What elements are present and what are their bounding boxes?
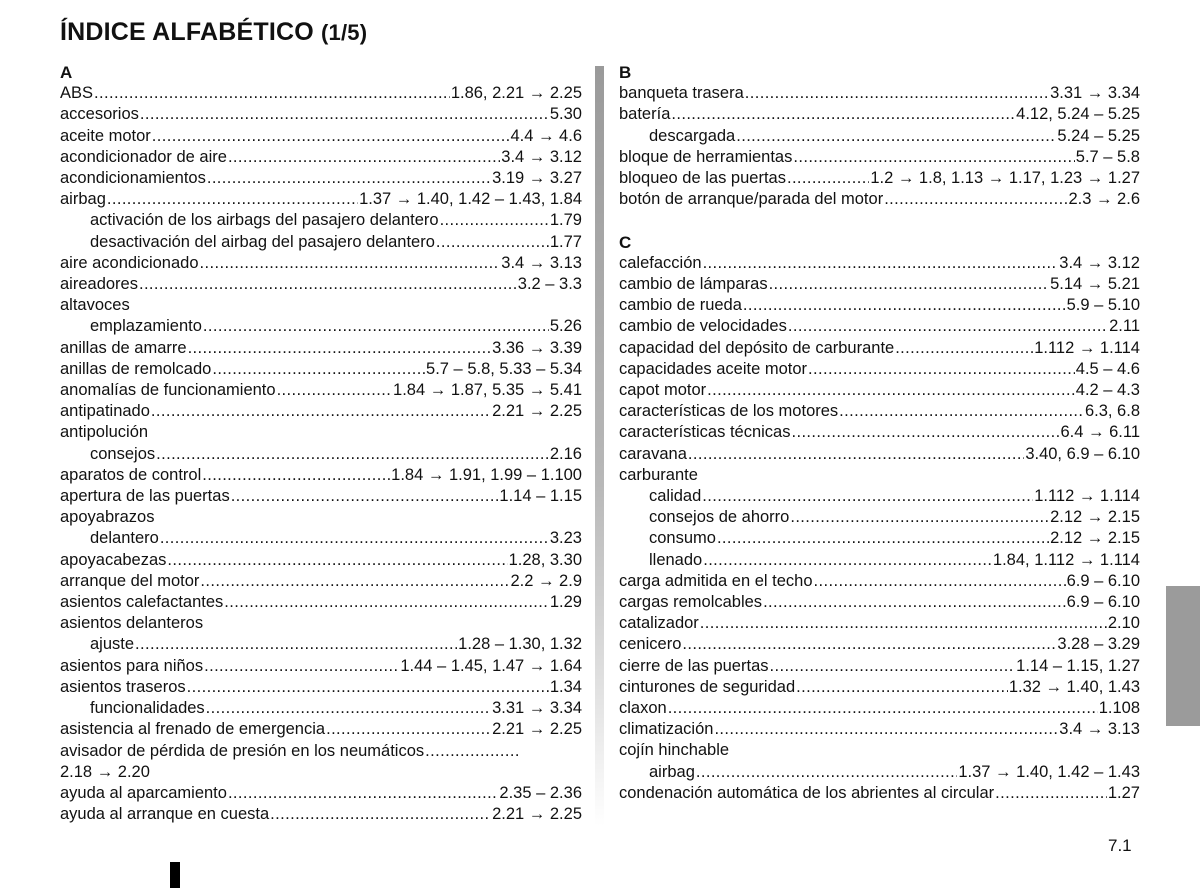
entry-pages-wrapped: 2.18 → 2.20 [60,762,150,781]
dot-leader [769,274,1050,295]
index-entry [619,592,1140,613]
entry-term: descargada [649,126,736,145]
dot-leader [770,656,1016,677]
entry-term: cambio de velocidades [619,317,787,336]
entry-pages: 5.26 [549,317,582,336]
entry-pages: 1.77 [549,232,582,251]
dot-leader [702,486,1033,507]
entry-term: características de los motores [619,402,839,421]
index-subentry [619,528,1140,549]
index-subentry [619,762,1140,783]
entry-pages: 1.112 → 1.114 [1034,338,1140,357]
entry-pages: 4.5 – 4.6 [1075,359,1140,378]
dot-leader [151,401,491,422]
page-number: 7.1 [1108,836,1132,855]
entry-term: cenicero [619,635,682,654]
entry-term: acondicionador de aire [60,147,227,166]
dot-leader [207,168,491,189]
entry-term: carga admitida en el techo [619,571,813,590]
dot-leader [668,698,1098,719]
index-subentry [60,232,582,253]
index-entry [60,783,582,804]
dot-leader [736,126,1056,147]
index-entry [60,274,582,295]
index-entry [619,677,1140,698]
entry-term: aireadores [60,275,138,294]
index-entry [60,253,582,274]
entry-term: catalizador [619,614,699,633]
index-entry [619,422,1140,443]
entry-term: cinturones de seguridad [619,677,796,696]
section-letter-c: C [619,232,632,252]
index-entry [60,401,582,422]
entry-pages: 1.2 → 1.8, 1.13 → 1.17, 1.23 → 1.27 [870,169,1140,188]
entry-term: banqueta trasera [619,84,744,103]
entry-pages: 1.32 → 1.40, 1.43 [1008,677,1140,696]
entry-term: asientos para niños [60,656,204,675]
entry-pages: 6.9 – 6.10 [1066,571,1140,590]
index-subentry [60,316,582,337]
entry-term: aceite motor [60,126,151,145]
dot-leader [700,613,1107,634]
dot-leader [707,380,1075,401]
entry-term: aparatos de control [60,465,202,484]
index-entry [60,147,582,168]
entry-term: consejos [90,444,156,463]
index-subentry [60,444,582,465]
dot-leader [743,295,1066,316]
entry-term: accesorios [60,105,139,124]
entry-term: calefacción [619,253,702,272]
dot-leader [791,422,1059,443]
dot-leader [884,189,1067,210]
entry-pages: 1.44 – 1.45, 1.47 → 1.64 [400,656,582,675]
dot-leader [204,656,399,677]
entry-pages: 1.84 → 1.87, 5.35 → 5.41 [393,381,582,400]
entry-pages: 1.108 [1098,699,1140,718]
dot-leader [228,147,500,168]
entry-term: cambio de lámparas [619,275,768,294]
entry-term: consumo [649,529,716,548]
entry-term: capot motor [619,381,707,400]
entry-term: ABS [60,84,94,103]
entry-term: características técnicas [619,423,791,442]
entry-pages: 1.29 [549,593,582,612]
dot-leader [270,804,491,825]
dot-leader [135,634,457,655]
entry-term: consejos de ahorro [649,508,790,527]
dot-leader [788,316,1108,337]
entry-pages: 1.28, 3.30 [508,550,582,569]
index-entry [619,698,1140,719]
dot-leader [206,698,491,719]
index-entry [619,634,1140,655]
entry-pages: 2.21 → 2.25 [492,402,582,421]
index-entry [619,104,1140,125]
dot-leader [326,719,491,740]
entry-term: calidad [649,487,702,506]
entry-term: apoyacabezas [60,550,167,569]
entry-pages: 2.21 → 2.25 [492,720,582,739]
dot-leader [188,338,492,359]
dot-leader [714,719,1058,740]
dot-leader [717,528,1049,549]
dot-leader [160,528,549,549]
entry-term: asistencia al frenado de emergencia [60,720,326,739]
entry-term: botón de arranque/parada del motor [619,190,884,209]
dot-leader [200,571,509,592]
entry-term: cierre de las puertas [619,656,769,675]
index-entry [619,719,1140,740]
page-title-text: ÍNDICE ALFABÉTICO [60,18,314,46]
dot-leader [671,104,1015,125]
dot-leader [94,83,450,104]
dot-leader [793,147,1074,168]
dot-leader [688,444,1024,465]
index-entry [619,316,1140,337]
index-column-right [619,62,1140,804]
dot-leader [703,550,992,571]
dot-leader [167,550,507,571]
dot-leader [152,126,510,147]
index-subentry [60,528,582,549]
entry-term: climatización [619,720,714,739]
entry-pages: 3.23 [549,529,582,548]
index-heading-entry: cojín hinchable [619,741,730,760]
dot-leader [790,507,1049,528]
entry-pages: 1.37 → 1.40, 1.42 – 1.43 [958,762,1140,781]
entry-term: ajuste [90,635,135,654]
dot-leader [682,634,1056,655]
index-entry [60,359,582,380]
entry-term: acondicionamientos [60,169,206,188]
entry-term: cargas remolcables [619,593,763,612]
entry-pages: 1.14 – 1.15 [499,487,582,506]
dot-leader [224,592,549,613]
index-entry [619,444,1140,465]
entry-pages: 1.37 → 1.40, 1.42 – 1.43, 1.84 [359,190,582,209]
entry-term: desactivación del airbag del pasajero delantero [90,232,435,251]
index-subentry [619,126,1140,147]
entry-pages: 4.2 – 4.3 [1075,381,1140,400]
index-entry [619,189,1140,210]
index-entry [60,486,582,507]
index-subentry [619,550,1140,571]
dot-leader [156,444,549,465]
dot-leader [277,380,392,401]
entry-pages: 3.31 → 3.34 [1050,84,1140,103]
entry-pages: 2.10 [1107,614,1140,633]
dot-leader [436,232,549,253]
index-entry [60,104,582,125]
index-entry [619,783,1140,804]
index-heading-entry: carburante [619,465,698,484]
index-entry [60,656,582,677]
entry-pages: 5.9 – 5.10 [1066,296,1140,315]
entry-term: apertura de las puertas [60,487,230,506]
dot-leader [814,571,1066,592]
entry-term: claxon [619,699,667,718]
index-entry [60,168,582,189]
dot-leader [200,253,501,274]
entry-term: ayuda al aparcamiento [60,783,227,802]
entry-term: ayuda al arranque en cuesta [60,805,270,824]
entry-pages: 5.14 → 5.21 [1050,275,1140,294]
dot-leader [425,741,521,762]
entry-pages: 2.21 → 2.25 [492,805,582,824]
entry-term: condenación automática de los abrientes al circular [619,783,995,802]
index-entry [619,613,1140,634]
entry-pages: 3.31 → 3.34 [492,699,582,718]
entry-term: emplazamiento [90,317,202,336]
index-entry [60,83,582,104]
index-entry [60,189,582,210]
index-entry [60,338,582,359]
dot-leader [202,465,390,486]
dot-leader [212,359,425,380]
entry-pages: 5.7 – 5.8 [1075,147,1140,166]
entry-term: capacidad del depósito de carburante [619,338,895,357]
entry-pages: 1.84, 1.112 → 1.114 [992,550,1140,569]
entry-pages: 3.4 → 3.13 [1059,720,1140,739]
section-gap [619,210,1140,231]
section-letter-b: B [619,63,632,82]
entry-term: anomalías de funcionamiento [60,381,276,400]
entry-pages: 3.40, 6.9 – 6.10 [1025,444,1140,463]
index-entry [60,592,582,613]
entry-pages: 2.12 → 2.15 [1050,529,1140,548]
dot-leader [228,783,498,804]
entry-pages: 1.34 [549,677,582,696]
dot-leader [895,338,1033,359]
index-entry [60,380,582,401]
index-subentry [60,210,582,231]
index-subentry [619,507,1140,528]
column-divider [595,66,604,826]
entry-term: activación de los airbags del pasajero delantero [90,211,439,230]
index-subentry [60,634,582,655]
entry-pages: 4.12, 5.24 – 5.25 [1016,105,1140,124]
dot-leader [140,104,549,125]
dot-leader [763,592,1066,613]
entry-pages: 2.2 → 2.9 [510,571,582,590]
index-heading-entry: asientos delanteros [60,614,204,633]
index-entry [619,401,1140,422]
entry-term: caravana [619,444,687,463]
entry-term: bloqueo de las puertas [619,169,786,188]
index-entry [60,571,582,592]
index-entry [60,550,582,571]
dot-leader [187,677,549,698]
index-entry [619,295,1140,316]
entry-pages: 5.30 [549,105,582,124]
section-letter-a: A [60,63,73,82]
index-entry [60,719,582,740]
entry-pages: 3.4 → 3.13 [501,253,582,272]
entry-pages: 6.3, 6.8 [1084,402,1140,421]
index-entry [619,83,1140,104]
dot-leader [107,189,358,210]
entry-pages: 1.28 – 1.30, 1.32 [458,635,582,654]
index-entry [60,804,582,825]
entry-pages: 2.35 – 2.36 [499,783,582,802]
entry-term: airbag [649,762,695,781]
index-entry [619,168,1140,189]
entry-pages: 3.2 – 3.3 [517,275,582,294]
index-entry [619,359,1140,380]
index-column-left [60,62,582,825]
dot-leader [440,210,549,231]
entry-pages: 3.19 → 3.27 [492,169,582,188]
crop-mark [170,862,180,888]
entry-term: anillas de amarre [60,338,187,357]
entry-term: airbag [60,190,106,209]
index-entry [60,677,582,698]
dot-leader [796,677,1008,698]
dot-leader [703,253,1059,274]
entry-pages: 3.28 – 3.29 [1057,635,1140,654]
entry-pages: 3.36 → 3.39 [492,338,582,357]
entry-pages: 4.4 → 4.6 [510,126,582,145]
entry-term: antipatinado [60,402,150,421]
index-subentry [60,698,582,719]
entry-term: delantero [90,529,159,548]
entry-pages: 3.4 → 3.12 [1059,253,1140,272]
entry-pages: 1.79 [549,211,582,230]
entry-pages: 1.84 → 1.91, 1.99 – 1.100 [391,465,582,484]
index-entry [619,338,1140,359]
entry-term: aire acondicionado [60,253,199,272]
entry-pages: 5.7 – 5.8, 5.33 – 5.34 [426,359,582,378]
entry-term: asientos calefactantes [60,593,224,612]
dot-leader [745,83,1049,104]
entry-pages: 1.14 – 1.15, 1.27 [1016,656,1140,675]
entry-term: capacidades aceite motor [619,359,808,378]
index-heading-entry: apoyabrazos [60,508,155,527]
index-entry [619,656,1140,677]
index-entry [619,274,1140,295]
entry-pages: 2.12 → 2.15 [1050,508,1140,527]
entry-term: arranque del motor [60,571,200,590]
entry-pages: 1.112 → 1.114 [1034,487,1140,506]
index-entry [619,147,1140,168]
dot-leader [839,401,1084,422]
entry-pages: 6.4 → 6.11 [1060,423,1140,442]
entry-pages: 2.16 [549,444,582,463]
entry-term: llenado [649,550,703,569]
entry-term: cambio de rueda [619,296,742,315]
entry-term: batería [619,105,671,124]
dot-leader [203,316,549,337]
page-title-part: (1/5) [321,20,368,45]
entry-term: bloque de herramientas [619,147,793,166]
index-entry [60,741,582,762]
entry-term: avisador de pérdida de presión en los neumáticos [60,741,425,760]
entry-pages: 1.27 [1107,783,1140,802]
index-entry [619,253,1140,274]
section-tab-marker [1166,586,1200,726]
entry-term: asientos traseros [60,677,186,696]
dot-leader [808,359,1075,380]
page-title [60,18,367,47]
index-subentry [619,486,1140,507]
entry-pages: 2.3 → 2.6 [1068,190,1140,209]
entry-pages: 2.11 [1109,317,1140,336]
index-entry [60,126,582,147]
dot-leader [139,274,517,295]
index-heading-entry: altavoces [60,296,130,315]
index-entry [60,465,582,486]
dot-leader [787,168,869,189]
index-entry [619,571,1140,592]
index-heading-entry: antipolución [60,423,149,442]
dot-leader [696,762,957,783]
dot-leader [231,486,499,507]
entry-pages: 5.24 – 5.25 [1057,126,1140,145]
entry-term: anillas de remolcado [60,359,212,378]
entry-pages: 1.86, 2.21 → 2.25 [450,84,582,103]
index-entry [619,380,1140,401]
dot-leader [995,783,1107,804]
entry-term: funcionalidades [90,699,205,718]
entry-pages: 6.9 – 6.10 [1066,593,1140,612]
entry-pages: 3.4 → 3.12 [501,147,582,166]
